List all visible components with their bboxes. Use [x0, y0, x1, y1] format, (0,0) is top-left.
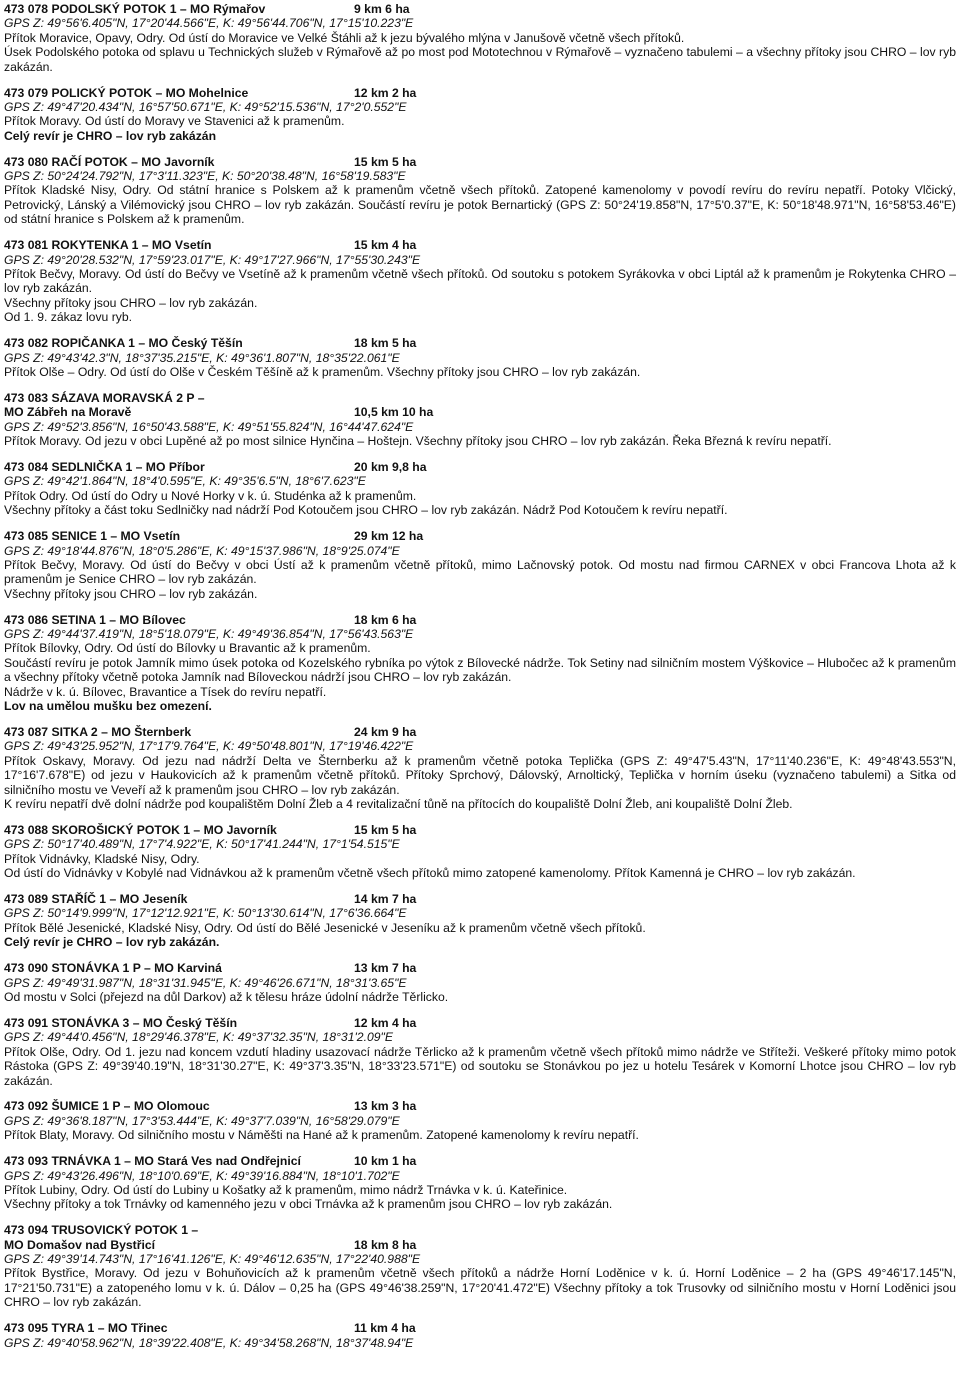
entry-paragraph: Přítok Moravy. Od jezu v obci Lupěné až po most silnice Hynčina – Hoštejn. Všechny přítoky jsou CHRO – lov ryb zakázán. Řeka Březná k revíru nepatří. [4, 434, 832, 449]
entry-stats: 12 km 4 ha [354, 1015, 417, 1030]
gps-coordinates: GPS Z: 50°17'40.489"N, 17°7'4.922"E, K: 50°17'41.244"N, 17°1'54.515"E [4, 837, 400, 852]
entry-paragraph: Od ústí do Vidnávky v Kobylé nad Vidnávkou až k pramenům včetně všech přítoků mimo zatopené kamenolomy. Přítok Kamenná je CHRO – lov ryb zakázán. [4, 866, 856, 881]
gps-coordinates: GPS Z: 49°42'1.864"N, 18°4'0.595"E, K: 49°35'6.5"N, 18°6'7.623"E [4, 474, 366, 489]
revir-entry [4, 725, 956, 811]
entry-paragraph: Všechny přítoky jsou CHRO – lov ryb zakázán. [4, 586, 258, 601]
gps-coordinates: GPS Z: 49°56'6.405"N, 17°20'44.566"E, K: 49°56'44.706"N, 17°15'10.223"E [4, 16, 414, 31]
entry-header [4, 892, 956, 906]
entry-title: 473 081 ROKYTENKA 1 – MO Vsetín [4, 238, 212, 253]
entry-paragraph: Přítok Vidnávky, Kladské Nisy, Odry. [4, 851, 200, 866]
revir-entry [4, 2, 956, 74]
gps-coordinates: GPS Z: 49°47'20.434"N, 16°57'50.671"E, K: 49°52'15.536"N, 17°2'0.552"E [4, 99, 407, 114]
entry-header [4, 460, 956, 474]
revir-entry [4, 460, 956, 518]
revir-entry [4, 1321, 956, 1350]
entry-stats: 18 km 6 ha [354, 612, 417, 627]
entry-title: 473 094 TRUSOVICKÝ POTOK 1 – [4, 1223, 199, 1238]
entry-stats: 29 km 12 ha [354, 529, 424, 544]
entry-stats: 11 km 4 ha [354, 1321, 416, 1336]
entry-stats: 14 km 7 ha [354, 892, 417, 907]
gps-coordinates: GPS Z: 49°18'44.876"N, 18°0'5.286"E, K: 49°15'37.986"N, 18°9'25.074"E [4, 543, 400, 558]
entry-title: 473 078 PODOLSKÝ POTOK 1 – MO Rýmařov [4, 2, 266, 16]
entry-paragraph: Přítok Lubiny, Odry. Od ústí do Lubiny u Košatky až k pramenům, mimo nádrž Trnávka v k. ú. Kateřinice. [4, 1182, 568, 1197]
entry-header [4, 1016, 956, 1030]
entry-paragraph: Nádrže v k. ú. Bílovec, Bravantice a Tísek do revíru nepatří. [4, 684, 327, 699]
entry-paragraph: Přítok Moravy. Od ústí do Moravy ve Stavenici až k pramenům. [4, 114, 345, 129]
revir-entry [4, 961, 956, 1004]
revir-entry [4, 529, 956, 601]
entry-paragraph: Přítok Bečvy, Moravy. Od ústí do Bečvy v obci Ústí až k pramenům včetně přítoků, mimo Lačnovský potok. Od mostu nad firmou CARNEX v obci Francova Lhota až k pramenům je Senice CHRO – lov ryb zakázán. [4, 557, 956, 587]
entry-header [4, 1321, 956, 1335]
entry-title: 473 084 SEDLNIČKA 1 – MO Příbor [4, 459, 205, 474]
revir-entry [4, 1223, 956, 1309]
gps-coordinates: GPS Z: 50°14'9.999"N, 17°12'12.921"E, K: 50°13'30.614"N, 17°6'36.664"E [4, 906, 407, 921]
entry-stats: 24 km 9 ha [354, 724, 417, 739]
entry-organisation: MO Domašov nad Bystřicí [4, 1237, 156, 1252]
entry-paragraph: Od 1. 9. zákaz lovu ryb. [4, 310, 133, 325]
entry-title: 473 088 SKOROŠICKÝ POTOK 1 – MO Javorník [4, 822, 277, 837]
gps-coordinates: GPS Z: 49°39'14.743"N, 17°16'41.126"E, K: 49°46'12.635"N, 17°22'40.988"E [4, 1252, 421, 1267]
revir-entry [4, 86, 956, 144]
revir-entry [4, 336, 956, 379]
entry-stats: 18 km 8 ha [354, 1237, 417, 1252]
entry-title: 473 095 TYRA 1 – MO Třinec [4, 1321, 168, 1336]
revir-entry [4, 892, 956, 950]
entry-stats: 13 km 3 ha [354, 1099, 417, 1114]
entry-header [4, 1154, 956, 1168]
entry-paragraph: Všechny přítoky a část toku Sedlničky nad nádrží Pod Kotoučem jsou CHRO – lov ryb zakázán. Nádrž Pod Kotoučem k revíru nepatří. [4, 503, 728, 518]
revir-entry [4, 823, 956, 881]
entry-paragraph: Přítok Bystřice, Moravy. Od jezu v Bohuňovicích až k pramenům včetně všech přítoků a nádrže Horní Loděnice v k. ú. Horní Loděnice – 2 ha (GPS 49°46'17.145"N, 17°21'50.731"E) a zatopeného lomu v k. ú. Dálov – 0,25 ha (GPS 49°46'38.259"N, 17°20'41.472"E) Všechny přítoky a tok Trusovky od silničního mostu v Horní Loděnici jsou CHRO – lov ryb zakázán. [4, 1266, 956, 1310]
revir-entry [4, 1154, 956, 1212]
entry-header-line2 [4, 405, 956, 419]
gps-coordinates: GPS Z: 50°24'24.792"N, 17°3'11.323"E, K: 50°20'38.48"N, 16°58'19.583"E [4, 169, 406, 184]
revir-entry [4, 613, 956, 714]
entry-stats: 20 km 9,8 ha [354, 459, 427, 474]
entry-stats: 18 km 5 ha [354, 336, 417, 351]
gps-coordinates: GPS Z: 49°40'58.962"N, 18°39'22.408"E, K: 49°34'58.268"N, 18°37'48.94"E [4, 1335, 414, 1350]
entry-header [4, 238, 956, 252]
entry-bold-note: Celý revír je CHRO – lov ryb zakázán. [4, 935, 220, 950]
entry-paragraph: Všechny přítoky a tok Trnávky od kamenného jezu v obci Trnávka až k pramenům jsou CHRO – lov ryb zakázán. [4, 1197, 613, 1212]
entry-bold-note: Celý revír je CHRO – lov ryb zakázán [4, 128, 217, 143]
revir-entry [4, 1016, 956, 1088]
entry-paragraph: Součástí revíru je potok Jamník mimo úsek potoka od Kozelského rybníka po výtok z Bílovecké nádrže. Tok Setiny nad silničním mostem Výškovice – Hlubočec až k pramenům a všechny přítoky včetně potoka Jamník nad Bíloveckou nádrží jsou CHRO – lov ryb zakázán. [4, 655, 956, 685]
entry-header [4, 336, 956, 350]
entry-bold-note: Lov na umělou mušku bez omezení. [4, 699, 212, 714]
entry-stats: 15 km 4 ha [354, 238, 417, 253]
entry-header-line2 [4, 1238, 956, 1252]
entry-header [4, 725, 956, 739]
entry-organisation: MO Zábřeh na Moravě [4, 405, 132, 420]
entry-title: 473 082 ROPIČANKA 1 – MO Český Těšín [4, 336, 243, 351]
entry-stats: 13 km 7 ha [354, 961, 417, 976]
entry-paragraph: Přítok Bílovky, Odry. Od ústí do Bílovky u Bravantic až k pramenům. [4, 641, 371, 656]
entry-paragraph: Přítok Oskavy, Moravy. Od jezu nad nádrží Delta ve Šternberku až k pramenům včetně potoka Teplička (GPS Z: 49°47'5.43"N, 17°11'40.236"E, K: 49°48'43.553"N, 17°16'7.678"E) od jezu v Haukovicích až k pramenům včetně přítoků. Přítoky Sprchový, Dálovský, Arnoltický, Teplička v horním úseku (vyznačeno tabulemi) a Sitka od silničního mostu ve Veveří až k pramenům jsou CHRO – lov ryb zakázán. [4, 753, 956, 797]
gps-coordinates: GPS Z: 49°52'3.856"N, 16°50'43.588"E, K: 49°51'55.824"N, 16°44'47.624"E [4, 419, 414, 434]
entry-header [4, 391, 956, 405]
gps-coordinates: GPS Z: 49°44'0.456"N, 18°29'46.378"E, K: 49°37'32.35"N, 18°31'2.09"E [4, 1030, 393, 1045]
entry-header [4, 961, 956, 975]
revir-entry [4, 155, 956, 227]
entry-header [4, 155, 956, 169]
gps-coordinates: GPS Z: 49°36'8.187"N, 17°3'53.444"E, K: 49°37'7.039"N, 16°58'29.079"E [4, 1113, 400, 1128]
entry-title: 473 086 SETINA 1 – MO Bílovec [4, 612, 186, 627]
entry-header [4, 529, 956, 543]
entry-title: 473 080 RAČÍ POTOK – MO Javorník [4, 154, 215, 169]
entry-stats: 10,5 km 10 ha [354, 405, 434, 420]
entry-paragraph: Přítok Olše, Odry. Od 1. jezu nad koncem vzdutí hladiny usazovací nádrže Těrlicko až k pramenům včetně všech přítoků mimo nádrže ve Stříteži. Veškeré přítoky mimo potok Rástoka (GPS Z: 49°39'40.19"N, 18°31'30.27"E, K: 49°37'3.35"N, 18°33'23.571"E) od soutoku se Stonávkou po jez u hotelu Tesárek v Komorní Lhotce jsou CHRO – lov ryb zakázán. [4, 1044, 956, 1088]
entry-paragraph: Přítok Olše – Odry. Od ústí do Olše v Českém Těšíně až k pramenům. Všechny přítoky jsou CHRO – lov ryb zakázán. [4, 364, 641, 379]
entry-title: 473 085 SENICE 1 – MO Vsetín [4, 529, 181, 544]
entry-paragraph: Přítok Bělé Jesenické, Kladské Nisy, Odry. Od ústí do Bělé Jesenické v Jeseníku až k pramenům včetně všech přítoků. [4, 920, 646, 935]
entry-paragraph: Úsek Podolského potoka od splavu u Technických služeb v Rýmařově až po most pod Mototechnou v Rýmařově – vyznačeno tabulemi – a všechny přítoky jsou CHRO – lov ryb zakázán. [4, 45, 956, 74]
entry-paragraph: K revíru nepatří dvě dolní nádrže pod koupalištěm Dolní Žleb a 4 revitalizační tůně na přítocích do koupaliště Dolní Žleb, ani koupaliště Dolní Žleb. [4, 797, 793, 811]
revir-entry [4, 1099, 956, 1142]
entry-paragraph: Všechny přítoky jsou CHRO – lov ryb zakázán. [4, 295, 258, 310]
entry-paragraph: Přítok Bečvy, Moravy. Od ústí do Bečvy ve Vsetíně až k pramenům včetně všech přítoků. Od soutoku s potokem Syrákovka v obci Liptál až k pramenům je Rokytenka CHRO – lov ryb zakázán. [4, 267, 956, 296]
entry-title: 473 079 POLICKÝ POTOK – MO Mohelnice [4, 85, 249, 100]
entry-stats: 15 km 5 ha [354, 154, 417, 169]
entry-paragraph: Od mostu v Solci (přejezd na důl Darkov) až k tělesu hráze údolní nádrže Těrlicko. [4, 989, 449, 1004]
entry-header [4, 86, 956, 100]
entry-header [4, 613, 956, 627]
revir-entry [4, 391, 956, 449]
gps-coordinates: GPS Z: 49°43'25.952"N, 17°17'9.764"E, K: 49°50'48.801"N, 17°19'46.422"E [4, 739, 414, 754]
gps-coordinates: GPS Z: 49°43'42.3"N, 18°37'35.215"E, K: 49°36'1.807"N, 18°35'22.061"E [4, 350, 400, 365]
entry-stats: 12 km 2 ha [354, 85, 417, 100]
entry-paragraph: Přítok Blaty, Moravy. Od silničního mostu v Náměšti na Hané až k pramenům. Zatopené kamenolomy k revíru nepatří. [4, 1128, 639, 1143]
entry-header [4, 2, 956, 16]
gps-coordinates: GPS Z: 49°49'31.987"N, 18°31'31.945"E, K: 49°46'26.671"N, 18°31'3.65"E [4, 975, 407, 990]
gps-coordinates: GPS Z: 49°43'26.496"N, 18°10'0.69"E, K: 49°39'16.884"N, 18°10'1.702"E [4, 1168, 400, 1183]
entry-stats: 15 km 5 ha [354, 822, 417, 837]
entry-paragraph: Přítok Kladské Nisy, Odry. Od státní hranice s Polskem až k pramenům včetně všech přítoků. Zatopené kamenolomy v povodí revíru do revíru nepatří. Potoky Vlčický, Petrovický, Lánský a Vilémovický jsou CHRO – lov ryb zakázán. Součástí revíru je potok Bernartický (GPS Z: 50°24'19.858"N, 17°5'0.37"E, K: 50°18'48.971"N, 16°58'53.46"E) od státní hranice s Polskem až k pramenům. [4, 183, 956, 227]
entry-title: 473 093 TRNÁVKA 1 – MO Stará Ves nad Ondřejnicí [4, 1154, 301, 1169]
entry-title: 473 089 STAŘÍČ 1 – MO Jeseník [4, 892, 188, 907]
entry-title: 473 091 STONÁVKA 3 – MO Český Těšín [4, 1015, 238, 1030]
entry-stats: 9 km 6 ha [354, 2, 410, 16]
entry-header [4, 1223, 956, 1237]
entry-header [4, 1099, 956, 1113]
entry-paragraph: Přítok Odry. Od ústí do Odry u Nové Horky v k. ú. Studénka až k pramenům. [4, 488, 417, 503]
gps-coordinates: GPS Z: 49°44'37.419"N, 18°5'18.079"E, K: 49°49'36.854"N, 17°56'43.563"E [4, 627, 414, 642]
gps-coordinates: GPS Z: 49°20'28.532"N, 17°59'23.017"E, K: 49°17'27.966"N, 17°55'30.243"E [4, 252, 421, 267]
revir-entry [4, 238, 956, 324]
entry-paragraph: Přítok Moravice, Opavy, Odry. Od ústí do Moravice ve Velké Štáhli až k jezu bývalého mlýna v Janušově včetně všech přítoků. [4, 30, 685, 45]
entry-stats: 10 km 1 ha [354, 1154, 417, 1169]
entry-header [4, 823, 956, 837]
entry-title: 473 083 SÁZAVA MORAVSKÁ 2 P – [4, 390, 205, 405]
entry-title: 473 090 STONÁVKA 1 P – MO Karviná [4, 961, 222, 976]
entry-title: 473 092 ŠUMICE 1 P – MO Olomouc [4, 1099, 210, 1114]
entry-title: 473 087 SITKA 2 – MO Šternberk [4, 724, 192, 739]
